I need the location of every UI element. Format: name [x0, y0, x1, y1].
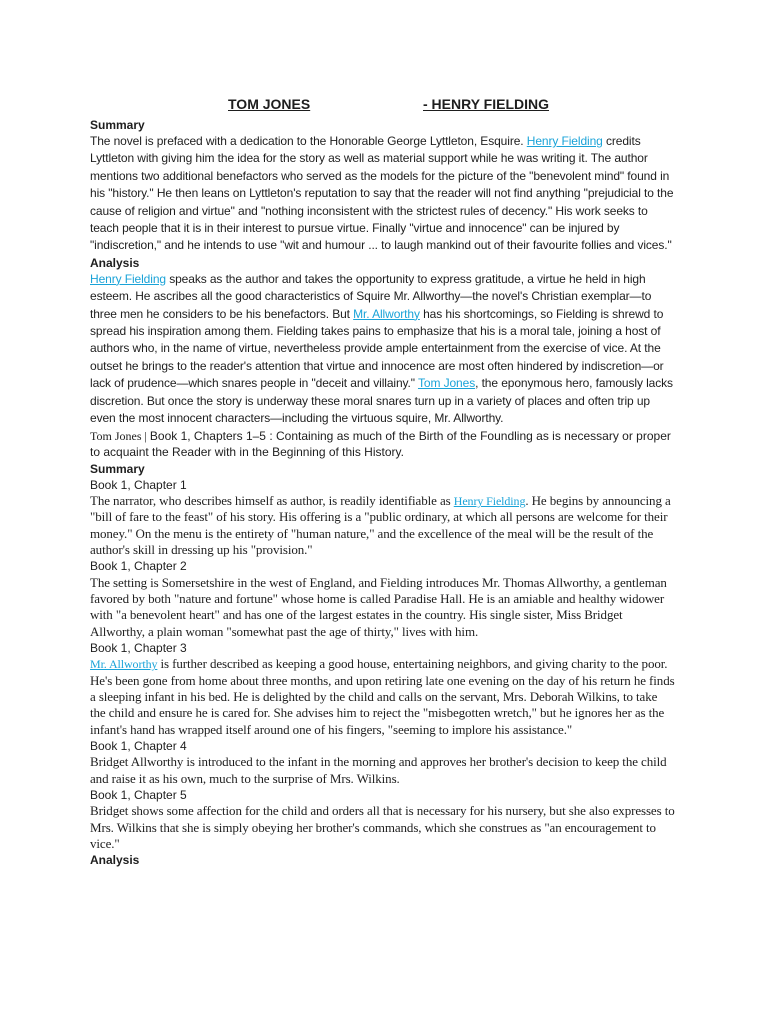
chapter-heading: Book 1, Chapter 5	[90, 787, 187, 802]
chapter-paragraph: Bridget shows some affection for the child and orders all that is necessary for his nursery, but she also expresses to Mrs. Wilkins that she is simply obeying her brother's commands, which she construes as "an encouragement to vice."	[90, 803, 675, 852]
section-title: Tom Jones | Book 1, Chapters 1–5 : Containing as much of the Birth of the Foundling as is necessary or proper to acquaint the Reader with in the Beginning of this History.	[90, 428, 671, 459]
analysis-heading: Analysis	[90, 255, 140, 270]
summary-heading: Summary	[90, 118, 145, 132]
document-page	[90, 96, 675, 868]
tom-jones-link[interactable]: Tom Jones	[417, 376, 476, 391]
chapter-paragraph: Bridget Allworthy is introduced to the infant in the morning and approves her brother's decision to keep the child and raise it as his own, much to the surprise of Mrs. Wilkins.	[90, 754, 667, 786]
analysis-paragraph: Henry Fielding speaks as the author and takes the opportunity to express gratitude, a virtue he held in high esteem. He ascribes all the good characteristics of Squire Mr. Allworthy—the novel's Christian exemplar—to three men he considers to be his benefactors. But Mr. Allworthy has his shortcomings, so Fielding is shrewd to spread his inspiration among them. Fielding takes pains to emphasize that his is a moral tale, joining a host of authors who, in the name of virtue, nevertheless provide ample entertainment from the exercise of vice. At the outset he brings to the reader's attention that virtue and innocence are most often hindered by indiscretion—or lack of prudence—which snares people in "deceit and villainy." Tom Jones, the eponymous hero, famously lacks discretion. But once the story is underway these moral snares turn up in a variety of places and often trip up even the most innocent characters—including the virtuous squire, Mr. Allworthy.	[90, 271, 673, 426]
henry-fielding-link[interactable]: Henry Fielding	[90, 271, 166, 286]
henry-fielding-link[interactable]: Henry Fielding	[526, 134, 603, 148]
summary-paragraph: The novel is prefaced with a dedication to the Honorable George Lyttleton, Esquire. Henry Fielding credits Lyttleton with giving him the idea for the story as well as material support while he was writing it. The author mentions two additional benefactors who served as the models for the picture of the "benevolent mind" found in his "history." He then leans on Lyttleton's reputation to say that the reader will not find anything "prejudicial to the cause of religion and virtue" and "nothing inconsistent with the strictest rules of decency." His work seeks to teach people that it is in their interest to pursue virtue. Finally "virtue and innocence" can be injured by "indiscretion," and he intends to use "wit and humour ... to laugh mankind out of their favourite follies and vices."	[90, 134, 674, 253]
chapter-paragraph: The setting is Somersetshire in the west of England, and Fielding introduces Mr. Thomas Allworthy, a gentleman favored by both "nature and fortune" whose home is called Paradise Hall. He is an amiable and healthy widower with "a benevolent heart" and has one of the largest estates in the country. His single sister, Miss Bridget Allworthy, a plain woman "somewhat past the age of thirty," lives with him.	[90, 574, 667, 639]
analysis2-heading: Analysis	[90, 853, 140, 868]
mr-allworthy-link[interactable]: Mr. Allworthy	[353, 306, 420, 321]
chapter-paragraph: The narrator, who describes himself as author, is readily identifiable as Henry Fielding. He begins by announcing a "bill of fare to the feast" of his story. His offering is a "public ordinary, at which all persons are welcome for their money." On the menu is the entirety of "human nature," and the excellence of the meal will be the result of the author's skill in dressing up his "provision."	[90, 493, 671, 557]
chapter-heading: Book 1, Chapter 4	[90, 738, 187, 753]
chapter-heading: Book 1, Chapter 2	[90, 559, 187, 574]
summary2-heading: Summary	[90, 461, 145, 476]
chapter-paragraph: Mr. Allworthy is further described as keeping a good house, entertaining neighbors, and giving charity to the poor. He's been gone from home about three months, and upon retiring late one evening on the day of his return he finds a sleeping infant in his bed. He is delighted by the child and calls on the servant, Mrs. Deborah Wilkins, to take the child and ensure he is cared for. She advises him to reject the "misbegotten wretch," but he ignores her as the infant's hand has wrapped itself around one of his fingers, "seeming to implore his assistance."	[90, 656, 675, 737]
title-author: - HENRY FIELDING	[423, 96, 550, 112]
chapter-heading: Book 1, Chapter 1	[90, 477, 187, 492]
title-book: TOM JONES	[228, 96, 311, 112]
chapter-heading: Book 1, Chapter 3	[90, 640, 187, 655]
document-title	[90, 96, 675, 116]
mr-allworthy-link[interactable]: Mr. Allworthy	[90, 657, 158, 672]
henry-fielding-link[interactable]: Henry Fielding	[453, 494, 526, 508]
